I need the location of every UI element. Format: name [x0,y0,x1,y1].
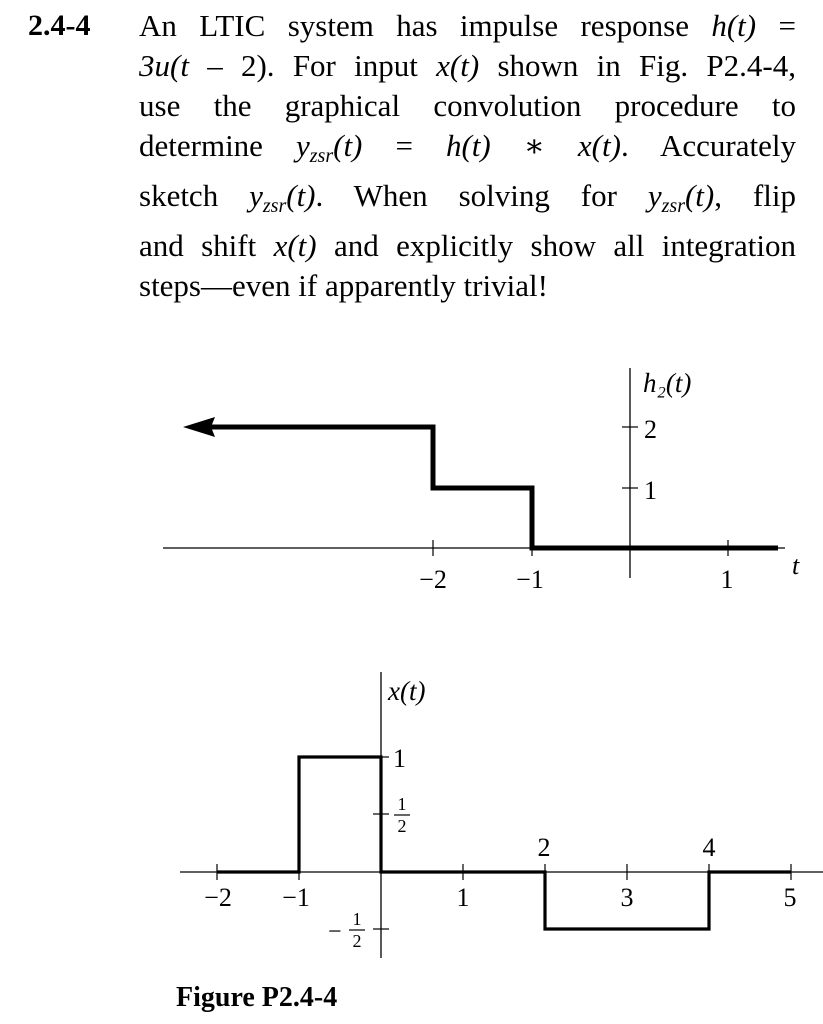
math-subscript: zsr [661,195,685,217]
math-subscript: zsr [309,145,334,167]
problem-line: steps—even if apparently trivial! [139,268,548,303]
figure-caption: Figure P2.4-4 [176,982,338,1013]
math-fragment: h(t) [445,128,491,163]
math-fragment: x(t) [577,128,621,163]
math-fragment: y [296,128,310,163]
top-plot-x-tick-label: −1 [516,565,544,594]
bottom-plot-y-tick-half [394,794,410,836]
top-plot-curve [205,427,778,548]
top-plot-x-tick-label: 1 [720,565,734,594]
math-fragment: x(t) [436,48,480,83]
bottom-plot-x-tick-label: 4 [702,833,716,862]
bottom-plot-x-tick-label: 2 [537,833,551,862]
fraction-sign: − [328,919,342,945]
fraction-denominator: 2 [352,931,362,951]
math-fragment: y [647,178,662,213]
top-plot-x-tick-label: −2 [419,565,447,594]
bottom-plot-y-tick-neg-half [328,909,365,951]
problem-line: 3u(t – 2). For input x(t) shown in Fig. P2.4-4, [139,48,796,83]
math-fragment: y [249,178,263,213]
math-fragment: x(t) [273,228,317,263]
bottom-plot [180,672,823,958]
bottom-plot-x-tick-label: 5 [783,883,797,912]
top-plot-y-tick-label: 2 [644,415,657,444]
math-fragment: h(t) [711,8,757,43]
bottom-plot-x-tick-label: 3 [620,883,634,912]
math-fragment: (t) [286,178,316,213]
bottom-plot-x-tick-label: 1 [456,883,470,912]
bottom-plot-y-tick-label: 1 [393,744,406,773]
fraction-numerator: 1 [397,794,407,814]
fraction-numerator: 1 [352,909,362,929]
top-plot [163,368,800,594]
top-plot-left-arrow [183,417,215,437]
top-plot-y-label: h₂(t) [643,368,692,398]
math-fragment: 3u(t [139,48,189,83]
math-fragment: (t) [684,178,715,213]
problem-number: 2.4-4 [28,9,91,42]
math-subscript: zsr [262,195,287,217]
fraction-denominator: 2 [397,816,407,836]
problem-line: use the graphical convolution procedure to [139,88,796,123]
top-plot-y-tick-label: 1 [644,476,657,505]
problem-line: An LTIC system has impulse response h(t) = [139,8,797,43]
bottom-plot-x-tick-label: −1 [282,883,310,912]
problem-line: determine $y_{zsr}(t) = h(t)$ ∗ x(t). Accurately [139,128,796,167]
bottom-plot-y-label: x(t) [388,676,426,706]
math-fragment: (t) [333,128,363,163]
bottom-plot-x-tick-label: −2 [204,883,232,912]
top-plot-x-axis-label: t [792,551,800,580]
problem-line: sketch $y_{zsr}(t)$. When solving for $y_{zsr}(t)$, flip [139,178,796,217]
problem-line: and shift x(t) and explicitly show all integration [139,228,796,263]
